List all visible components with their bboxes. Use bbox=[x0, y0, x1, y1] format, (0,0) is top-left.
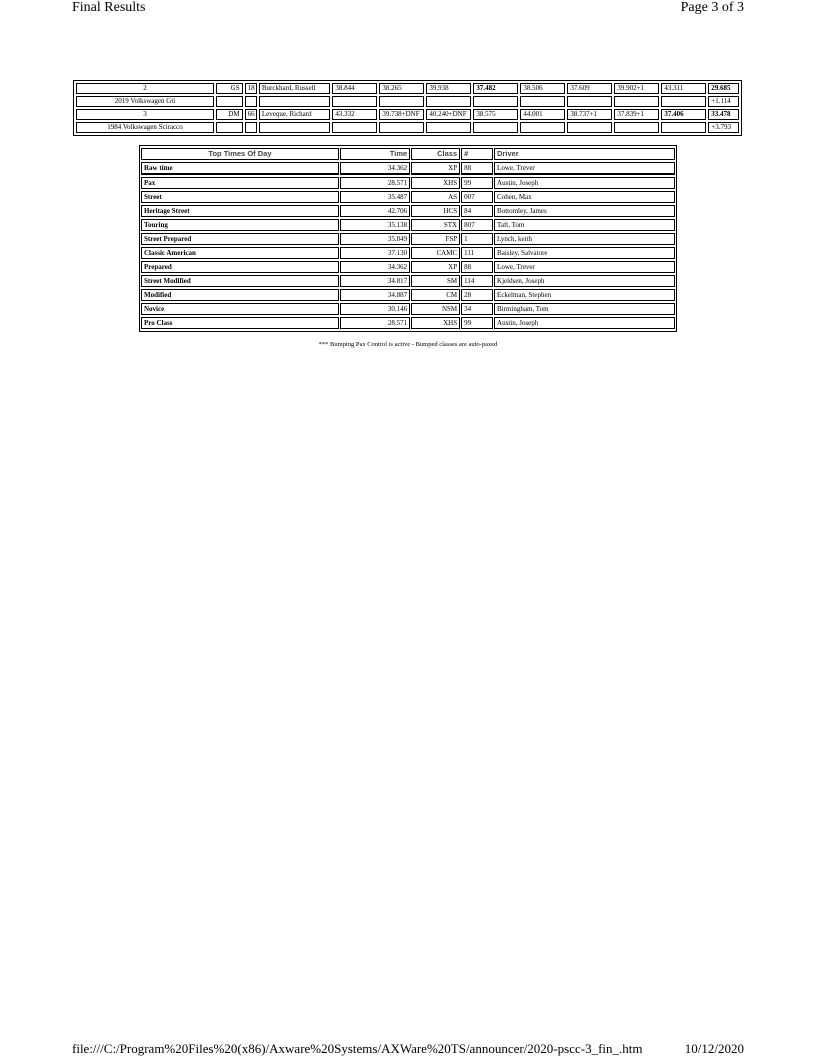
category-cell: Street bbox=[141, 191, 339, 203]
number-header: # bbox=[461, 148, 493, 160]
run-cell: 37.839+1 bbox=[614, 109, 659, 120]
class-cell: XP bbox=[411, 162, 460, 175]
results-table bbox=[73, 80, 742, 136]
car-number-cell: 99 bbox=[461, 177, 493, 189]
time-cell: 35.849 bbox=[340, 233, 410, 245]
best-run-cell: 37.482 bbox=[473, 83, 518, 94]
time-cell: 34.362 bbox=[340, 261, 410, 273]
table-row bbox=[141, 275, 675, 287]
car-number-cell: 1 bbox=[461, 233, 493, 245]
car-cell: 1984 Volkswagen Sciracco bbox=[76, 122, 214, 133]
car-number-cell: 88 bbox=[461, 261, 493, 273]
class-cell: CAMC bbox=[411, 247, 460, 259]
class-cell: FSP bbox=[411, 233, 460, 245]
driver-cell: Eckelman, Stephen bbox=[494, 289, 675, 301]
car-number-cell: 88 bbox=[461, 162, 493, 175]
table-row bbox=[76, 122, 739, 133]
diff-cell: +1.114 bbox=[708, 96, 739, 107]
time-cell: 37.130 bbox=[340, 247, 410, 259]
position-cell: 3 bbox=[76, 109, 214, 120]
driver-cell: Leveque, Richard bbox=[259, 109, 331, 120]
class-cell: HCS bbox=[411, 205, 460, 217]
category-header: Top Times Of Day bbox=[141, 148, 339, 160]
class-cell: XHS bbox=[411, 317, 460, 329]
class-cell: NSM bbox=[411, 303, 460, 315]
time-cell: 42.706 bbox=[340, 205, 410, 217]
driver-cell: Lowe, Trever bbox=[494, 261, 675, 273]
driver-cell: Cohen, Max bbox=[494, 191, 675, 203]
table-row bbox=[141, 247, 675, 259]
time-header: Time bbox=[340, 148, 410, 160]
time-cell: 35.487 bbox=[340, 191, 410, 203]
table-row bbox=[141, 261, 675, 273]
car-number-cell: 807 bbox=[461, 219, 493, 231]
page-number: Page 3 of 3 bbox=[680, 0, 744, 15]
time-cell: 35.138 bbox=[340, 219, 410, 231]
position-cell: 2 bbox=[76, 83, 214, 94]
run-cell: 39.902+1 bbox=[614, 83, 659, 94]
category-cell: Classic American bbox=[141, 247, 339, 259]
run-cell: 39.738+DNF bbox=[379, 109, 424, 120]
car-number-cell: 66 bbox=[245, 109, 257, 120]
category-cell: Modified bbox=[141, 289, 339, 301]
table-row bbox=[76, 96, 739, 107]
driver-cell: Birmingham, Tom bbox=[494, 303, 675, 315]
car-number-cell: 34 bbox=[461, 303, 493, 315]
run-cell: 38.265 bbox=[379, 83, 424, 94]
time-cell: 28.571 bbox=[340, 177, 410, 189]
time-cell: 28.571 bbox=[340, 317, 410, 329]
driver-cell: Austin, Joseph bbox=[494, 317, 675, 329]
car-number-cell: 84 bbox=[461, 205, 493, 217]
category-cell: Street Modified bbox=[141, 275, 339, 287]
table-row bbox=[141, 289, 675, 301]
run-cell: 39.938 bbox=[426, 83, 471, 94]
category-cell: Street Prepared bbox=[141, 233, 339, 245]
table-row bbox=[141, 177, 675, 189]
table-row bbox=[76, 109, 739, 120]
table-row bbox=[141, 233, 675, 245]
car-number-cell: 18 bbox=[245, 83, 257, 94]
driver-header: Driver bbox=[494, 148, 675, 160]
final-time-cell: 33.478 bbox=[708, 109, 739, 120]
bumping-pax-note: *** Bumping Pax Control is active - Bumped classes are auto-paxed bbox=[318, 341, 498, 348]
class-cell: XP bbox=[411, 261, 460, 273]
class-cell: XHS bbox=[411, 177, 460, 189]
print-date: 10/12/2020 bbox=[684, 1041, 744, 1056]
driver-cell: Austin, Joseph bbox=[494, 177, 675, 189]
header-row bbox=[141, 148, 675, 160]
class-header: Class bbox=[411, 148, 460, 160]
car-number-cell: 99 bbox=[461, 317, 493, 329]
table-row bbox=[141, 219, 675, 231]
category-cell: Novice bbox=[141, 303, 339, 315]
top-times-table bbox=[139, 145, 677, 332]
category-cell: Prepared bbox=[141, 261, 339, 273]
category-cell: Raw time bbox=[141, 162, 339, 175]
category-cell: Heritage Street bbox=[141, 205, 339, 217]
table-row bbox=[141, 205, 675, 217]
table-row bbox=[76, 83, 739, 94]
run-cell: 43.311 bbox=[661, 83, 706, 94]
time-cell: 34.817 bbox=[340, 275, 410, 287]
car-number-cell: 007 bbox=[461, 191, 493, 203]
table-row bbox=[141, 303, 675, 315]
table-row bbox=[141, 191, 675, 203]
table-row bbox=[141, 317, 675, 329]
driver-cell: Burckhard, Russell bbox=[259, 83, 331, 94]
class-cell: DM bbox=[216, 109, 243, 120]
run-cell: 38.737+1 bbox=[567, 109, 612, 120]
car-cell: 2019 Volkswagen Gti bbox=[76, 96, 214, 107]
category-cell: Pro Class bbox=[141, 317, 339, 329]
driver-cell: Bottomley, James bbox=[494, 205, 675, 217]
run-cell: 44.001 bbox=[520, 109, 565, 120]
car-number-cell: 114 bbox=[461, 275, 493, 287]
driver-cell: Baisley, Salvatore bbox=[494, 247, 675, 259]
page-title: Final Results bbox=[72, 0, 146, 15]
class-cell: GS bbox=[216, 83, 243, 94]
run-cell: 40.240+DNF bbox=[426, 109, 471, 120]
car-number-cell: 111 bbox=[461, 247, 493, 259]
category-cell: Pax bbox=[141, 177, 339, 189]
driver-cell: Lynch, keith bbox=[494, 233, 675, 245]
driver-cell: Lowe, Trever bbox=[494, 162, 675, 175]
car-number-cell: 28 bbox=[461, 289, 493, 301]
driver-cell: Kjeldsen, Joseph bbox=[494, 275, 675, 287]
class-cell: AS bbox=[411, 191, 460, 203]
run-cell: 38.506 bbox=[520, 83, 565, 94]
file-path: file:///C:/Program%20Files%20(x86)/Axware%20Systems/AXWare%20TS/announcer/2020-pscc-3_fin_.htm bbox=[72, 1041, 643, 1056]
class-cell: STX bbox=[411, 219, 460, 231]
run-cell: 37.609 bbox=[567, 83, 612, 94]
final-time-cell: 29.685 bbox=[708, 83, 739, 94]
best-run-cell: 37.406 bbox=[661, 109, 706, 120]
class-cell: SM bbox=[411, 275, 460, 287]
time-cell: 34.887 bbox=[340, 289, 410, 301]
diff-cell: +3.793 bbox=[708, 122, 739, 133]
run-cell: 38.844 bbox=[332, 83, 377, 94]
run-cell: 43.332 bbox=[332, 109, 377, 120]
time-cell: 30.146 bbox=[340, 303, 410, 315]
class-cell: CM bbox=[411, 289, 460, 301]
category-cell: Touring bbox=[141, 219, 339, 231]
run-cell: 38.575 bbox=[473, 109, 518, 120]
time-cell: 34.362 bbox=[340, 162, 410, 175]
driver-cell: Taft, Tom bbox=[494, 219, 675, 231]
table-row bbox=[141, 162, 675, 175]
